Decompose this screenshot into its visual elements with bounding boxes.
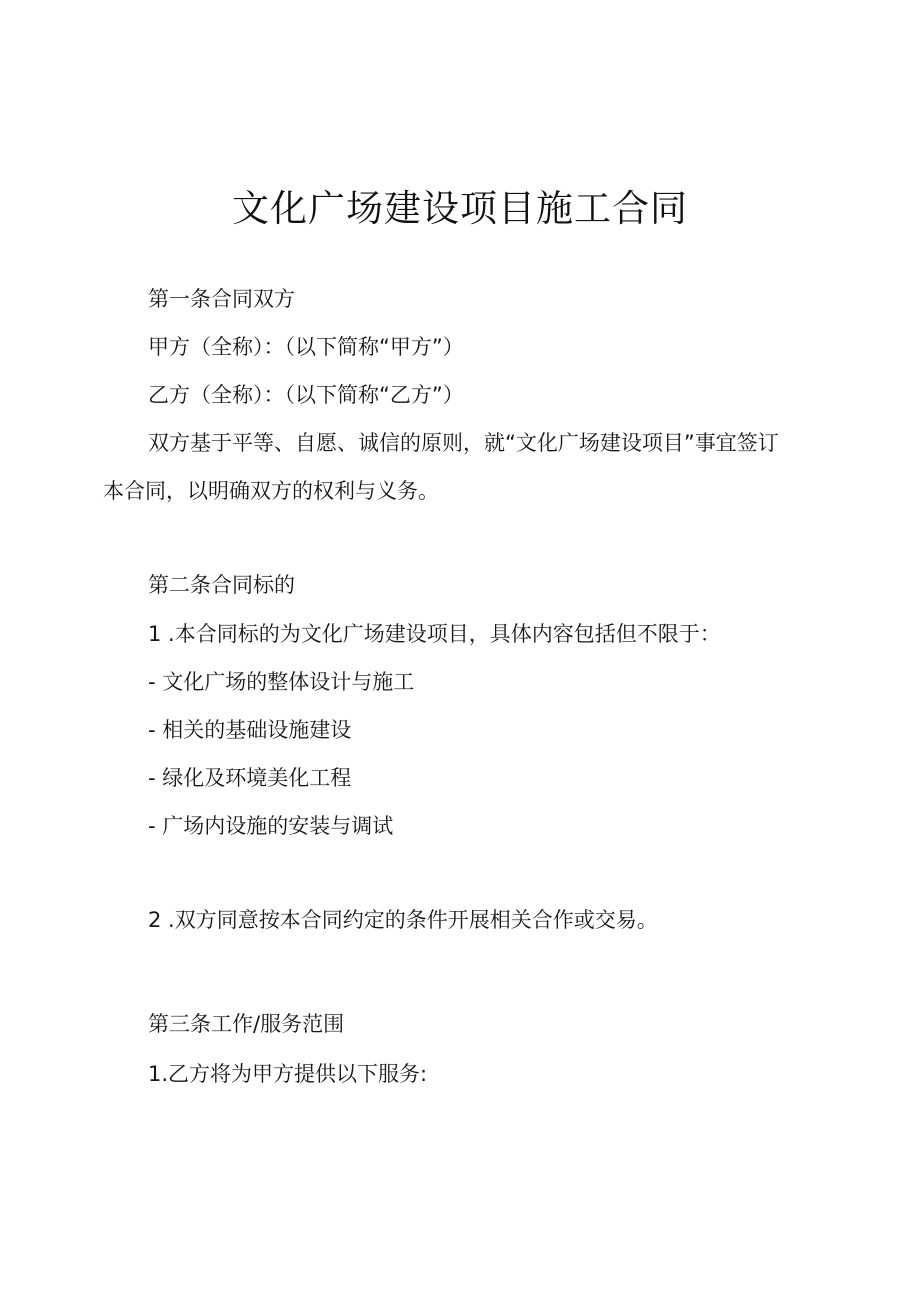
scope-bullet: - 文化广场的整体设计与施工	[148, 670, 415, 694]
section3-heading: 第三条工作/服务范围	[148, 1012, 345, 1036]
section3-item-1: 1.乙方将为甲方提供以下服务:	[148, 1062, 428, 1086]
section1-heading: 第一条合同双方	[148, 287, 295, 311]
party-b-line: 乙方（全称）：（以下简称“乙方”）	[148, 383, 464, 407]
party-a-line: 甲方（全称）：（以下简称“甲方”）	[148, 335, 464, 359]
intro-line-2: 本合同，以明确双方的权利与义务。	[103, 479, 439, 503]
intro-line-1: 双方基于平等、自愿、诚信的原则，就“文化广场建设项目”事宜签订	[148, 431, 779, 455]
scope-bullet: - 广场内设施的安装与调试	[148, 814, 394, 838]
scope-bullet: - 绿化及环境美化工程	[148, 766, 352, 790]
section2-item-1: 1 .本合同标的为文化广场建设项目，具体内容包括但不限于：	[148, 622, 721, 646]
section2-item-2: 2 .双方同意按本合同约定的条件开展相关合作或交易。	[148, 908, 658, 932]
scope-bullet: - 相关的基础设施建设	[148, 718, 352, 742]
document-title: 文化广场建设项目施工合同	[232, 187, 688, 230]
section2-heading: 第二条合同标的	[148, 573, 295, 597]
